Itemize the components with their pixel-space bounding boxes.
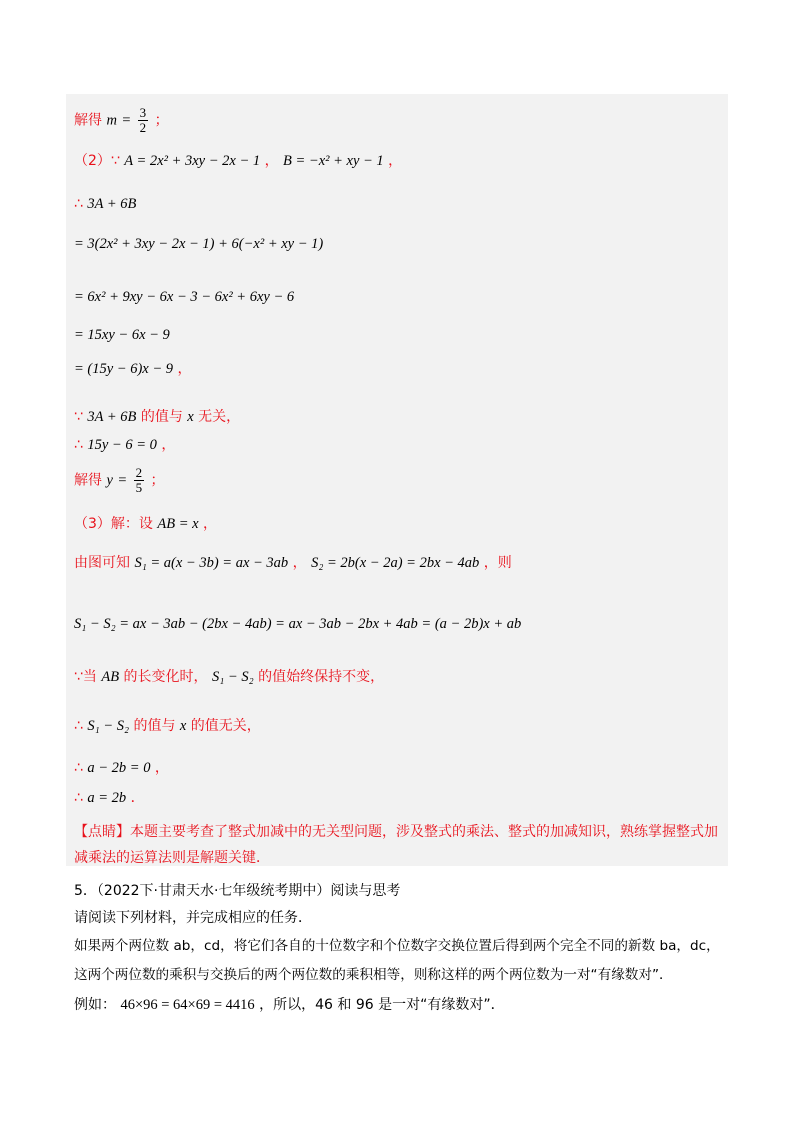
question-paragraph-2: 这两个两位数的乘积与交换后的两个两位数的乘积相等，则称这样的两个两位数为一对“有缘数对”． — [74, 967, 673, 983]
step-combine: = 15xy − 6x − 9 — [74, 327, 170, 343]
therefore-symbol: ∴ — [74, 790, 83, 806]
given-ab-line — [74, 150, 402, 170]
solution-panel — [66, 94, 728, 866]
equation-ab-line — [74, 757, 169, 777]
step-factor — [74, 358, 191, 378]
therefore-line — [74, 196, 136, 213]
independent-x-line — [74, 406, 240, 426]
punct: ， — [264, 153, 279, 169]
fraction-numerator: 3 — [139, 105, 147, 120]
text-example: 例如： — [74, 997, 116, 1013]
therefore-symbol: ∴ — [74, 437, 83, 453]
text: 的长变化时， — [123, 669, 208, 685]
expr-factor: = (15y − 6)x − 9 — [74, 361, 174, 377]
punct: ， — [154, 760, 169, 776]
text-from-figure: 由图可知 — [74, 555, 130, 571]
var-x: x — [179, 718, 187, 734]
var-m: m — [106, 112, 117, 129]
independent-line — [74, 715, 261, 735]
expr-s2: S₂ = 2b(x − 2a) = 2bx − 4ab — [311, 555, 480, 571]
text: 的值无关， — [190, 718, 261, 734]
therefore-symbol: ∴ — [74, 760, 83, 776]
text-part3: （3）解：设 — [74, 516, 153, 532]
areas-line — [74, 552, 512, 572]
fraction-3-2 — [138, 106, 149, 135]
var-x: x — [187, 409, 194, 425]
question-instruction: 请阅读下列材料，并完成相应的任务． — [74, 910, 312, 926]
text: 的值始终保持不变， — [258, 669, 385, 685]
constant-line — [74, 666, 384, 686]
expr-ab: AB — [101, 669, 120, 685]
punct: ； — [150, 472, 165, 489]
because-symbol: ∵当 — [74, 669, 97, 685]
text-because: （2）∵ — [74, 153, 120, 169]
punct: ， — [388, 153, 403, 169]
text: 的值与 — [133, 718, 176, 734]
fraction-numerator: 2 — [135, 465, 143, 480]
remark-line-2: 减乘法的运算法则是解题关键． — [74, 850, 270, 866]
question-paragraph-1: 如果两个两位数 ab，cd，将它们各自的十位数字和个位数字交换位置后得到两个完全不同的新数 ba，dc， — [74, 938, 720, 954]
expr-a-2b-0: a − 2b = 0 — [87, 760, 151, 776]
therefore-symbol: ∴ — [74, 196, 83, 212]
step-distribute: = 6x² + 9xy − 6x − 3 − 6x² + 6xy − 6 — [74, 289, 295, 305]
text: 无关， — [198, 409, 241, 425]
expr-a-2b: a = 2b — [87, 790, 127, 806]
step-expand: = 3(2x² + 3xy − 2x − 1) + 6(−x² + xy − 1) — [74, 236, 324, 252]
expr-b: B = −x² + xy − 1 — [283, 153, 384, 169]
var-y: y — [106, 472, 113, 489]
text-solve: 解得 — [74, 472, 102, 489]
text-then: ，则 — [483, 555, 512, 571]
expr-s1-s2: S₁ − S₂ — [87, 718, 129, 734]
expr-3a6b: 3A + 6B — [87, 409, 137, 425]
fraction-2-5 — [134, 466, 145, 495]
punct: ． — [130, 790, 145, 806]
text: 的值与 — [140, 409, 183, 425]
remark-line-1: 【点睛】本题主要考查了整式加减中的无关型问题，涉及整式的乘法、整式的加减知识，熟练掌握整式加 — [74, 824, 718, 840]
expr-s1-s2: S₁ − S₂ — [212, 669, 254, 685]
difference-line: S₁ − S₂ = ax − 3ab − (2bx − 4ab) = ax − 3ab − 2bx + 4ab = (a − 2b)x + ab — [74, 616, 522, 632]
expr-a: A = 2x² + 3xy − 2x − 1 — [124, 153, 261, 169]
fraction-denominator: 2 — [139, 120, 147, 135]
expr-3a6b: 3A + 6B — [87, 196, 137, 212]
equation-y-line — [74, 434, 175, 454]
result-line — [74, 787, 145, 807]
expr-example: 46×96 = 64×69 = 4416 — [120, 997, 255, 1013]
expr-ab-x: AB = x — [157, 516, 199, 532]
punct: ， — [203, 516, 218, 532]
question-header: 5．（2022下·甘肃天水·七年级统考期中）阅读与思考 — [74, 883, 401, 899]
punct: ， — [292, 555, 307, 571]
solve-y-line: 解得 y = $\frac{2}{5}$ ； — [74, 465, 165, 495]
part3-line — [74, 513, 217, 533]
punct: ， — [177, 361, 192, 377]
fraction-denominator: 5 — [135, 480, 143, 495]
expr-equation: 15y − 6 = 0 — [87, 437, 157, 453]
text-solve: 解得 — [74, 112, 102, 129]
punct: ； — [154, 112, 169, 129]
expr-s1: S₁ = a(x − 3b) = ax − 3ab — [134, 555, 289, 571]
because-symbol: ∵ — [74, 409, 83, 425]
question-example — [74, 994, 505, 1014]
text-example-conclusion: ，所以，46 和 96 是一对“有缘数对”． — [259, 997, 505, 1013]
therefore-symbol: ∴ — [74, 718, 83, 734]
punct: ， — [161, 437, 176, 453]
solve-m-line: 解得 m = $\frac{3}{2}$ ； — [74, 105, 169, 135]
